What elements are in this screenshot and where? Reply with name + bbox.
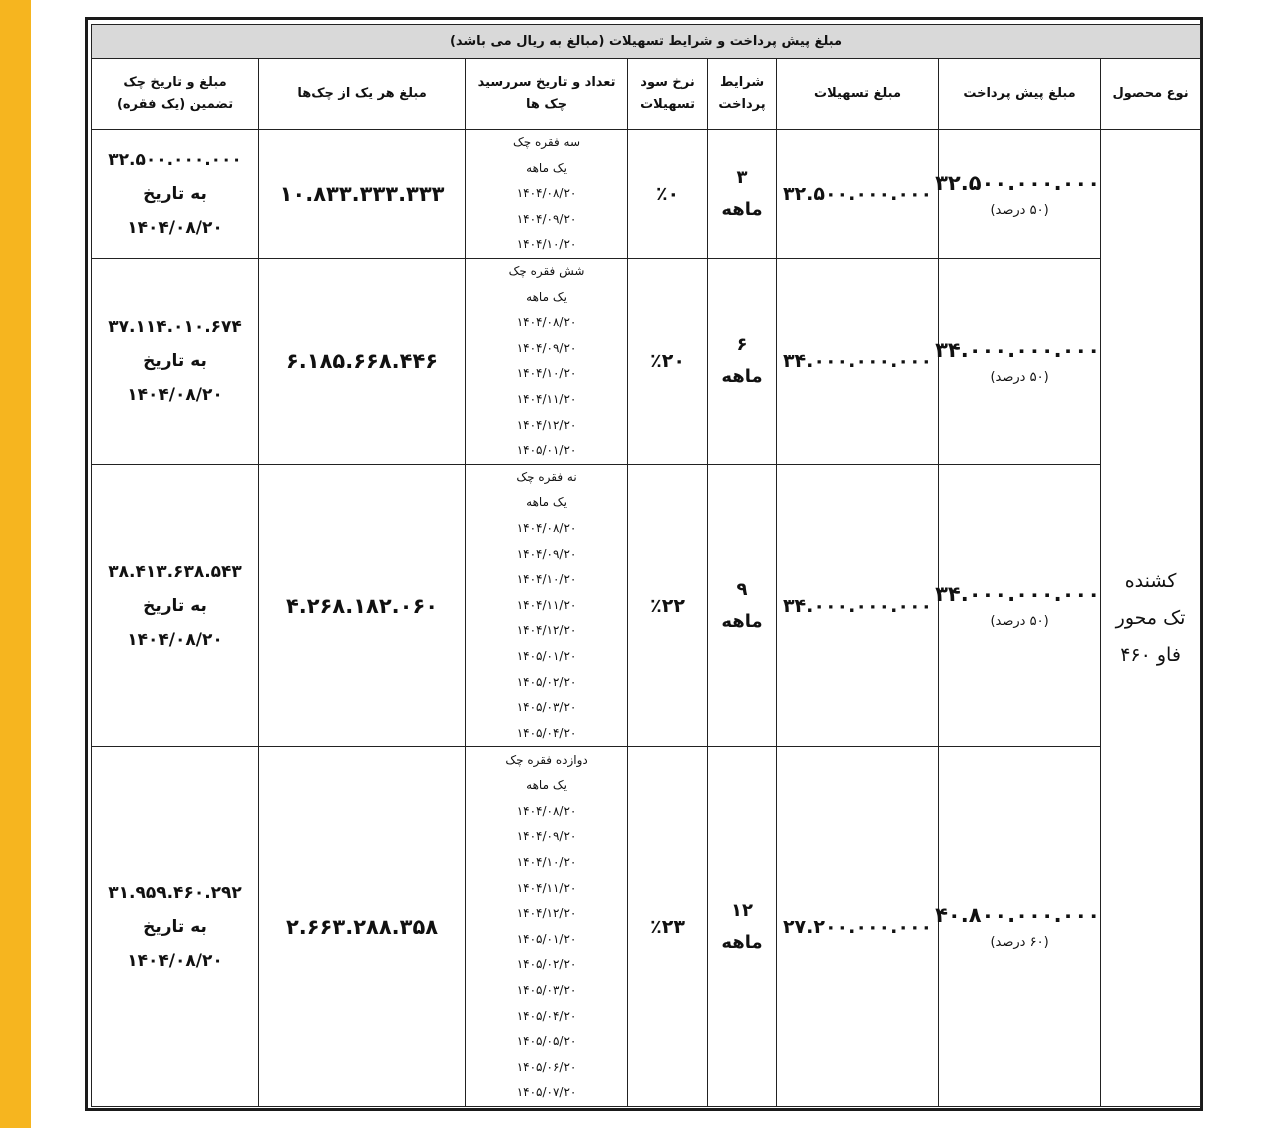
term-number: ۱۲ [731,899,754,921]
header-rate-line: تسهیلات [640,97,696,112]
guarantee-date: ۱۴۰۴/۰۸/۲۰ [127,218,223,238]
product-line: کشنده [1124,569,1177,592]
term-unit: ماهه [721,199,763,220]
check-date: ۱۴۰۵/۰۱/۲۰ [516,648,577,663]
guarantee-date: ۱۴۰۴/۰۸/۲۰ [127,629,223,650]
check-line: شش فقره چک [508,264,585,278]
check-line: نه فقره چک [516,469,577,484]
check-date: ۱۴۰۴/۰۸/۲۰ [516,803,577,818]
each-check-amount: ۱۰.۸۳۳.۳۳۳.۳۳۳ [259,130,466,259]
header-checks-line: تعداد و تاریخ سررسید [477,75,616,90]
guarantee-cell [92,747,259,1107]
check-date: ۱۴۰۴/۰۹/۲۰ [516,546,577,561]
guarantee-cell [92,464,259,747]
check-date: ۱۴۰۵/۰۷/۲۰ [516,1085,577,1100]
header-guarantee [92,59,259,130]
check-line: دوازده فقره چک [505,752,588,767]
check-date: ۱۴۰۵/۰۵/۲۰ [516,1034,577,1049]
check-date: ۱۴۰۴/۱۱/۲۰ [516,391,577,406]
header-facility: مبلغ تسهیلات [777,59,939,130]
prepayment-percent: (۵۰ درصد) [990,369,1049,385]
check-line: یک ماهه [526,289,567,304]
header-terms-line: شرایط [719,75,765,90]
terms-cell [708,259,777,465]
header-terms-line: پرداخت [718,97,766,112]
prepayment-amount: ۳۴.۰۰۰.۰۰۰.۰۰۰ [935,582,1101,607]
table-row [92,130,1201,259]
facility-amount: ۲۷.۲۰۰.۰۰۰.۰۰۰ [777,747,939,1107]
check-line: یک ماهه [526,778,567,793]
prepayment-cell [935,130,1101,259]
check-line: یک ماهه [526,160,567,175]
check-date: ۱۴۰۴/۰۹/۲۰ [516,829,577,844]
each-check-amount: ۶.۱۸۵.۶۶۸.۴۴۶ [259,259,466,465]
header-checks-line: چک ها [525,97,568,112]
guarantee-cell [92,259,259,465]
guarantee-amount: ۳۷.۱۱۴.۰۱۰.۶۷۴ [108,317,242,338]
term-unit: ماهه [721,366,763,388]
prepayment-cell [935,464,1101,747]
rate-cell: ٪۰ [628,130,708,259]
check-date: ۱۴۰۴/۰۸/۲۰ [516,315,577,330]
checks-cell [466,130,628,259]
check-date: ۱۴۰۴/۱۰/۲۰ [516,237,577,252]
each-check-amount: ۴.۲۶۸.۱۸۲.۰۶۰ [259,464,466,747]
check-date: ۱۴۰۴/۱۲/۲۰ [516,623,577,638]
facility-amount: ۳۴.۰۰۰.۰۰۰.۰۰۰ [777,259,939,465]
term-unit: ماهه [721,931,763,953]
check-line: سه فقره چک [513,135,581,150]
prepayment-amount: ۳۴.۰۰۰.۰۰۰.۰۰۰ [935,337,1101,362]
guarantee-amount: ۳۸.۴۱۳.۶۳۸.۵۴۳ [108,561,242,582]
header-guarantee-line: تضمین (یک فقره) [116,97,234,112]
prepayment-percent: (۵۰ درصد) [990,614,1049,630]
header-each-check: مبلغ هر یک از چک‌ها [259,59,466,130]
header-terms [708,59,777,130]
header-guarantee-line: مبلغ و تاریخ چک [123,75,227,90]
prepayment-cell [935,259,1101,465]
prepayment-terms-table [91,24,1201,1107]
checks-cell [466,747,628,1107]
term-number: ۶ [736,334,748,356]
prepayment-amount: ۳۲.۵۰۰.۰۰۰.۰۰۰ [935,170,1101,195]
prepayment-amount: ۴۰.۸۰۰.۰۰۰.۰۰۰ [935,903,1101,928]
accent-bar [0,0,31,1128]
check-date: ۱۴۰۵/۰۱/۲۰ [516,443,577,458]
check-date: ۱۴۰۵/۰۱/۲۰ [516,931,577,946]
check-date: ۱۴۰۵/۰۳/۲۰ [516,982,577,997]
table-row [92,259,1201,465]
check-date: ۱۴۰۵/۰۲/۲۰ [516,957,577,972]
header-product: نوع محصول [1101,59,1201,130]
term-number: ۳ [736,167,748,188]
check-line: یک ماهه [526,495,567,510]
guarantee-cell [92,130,259,259]
header-rate [628,59,708,130]
product-cell [1101,130,1201,1107]
header-prepayment: مبلغ پیش پرداخت [939,59,1101,130]
check-date: ۱۴۰۵/۰۶/۲۰ [516,1059,577,1074]
check-date: ۱۴۰۴/۱۰/۲۰ [516,366,577,381]
check-date: ۱۴۰۴/۱۰/۲۰ [516,855,577,869]
table-row [92,747,1201,1107]
check-date: ۱۴۰۴/۰۸/۲۰ [516,520,577,535]
prepayment-cell [935,747,1101,1107]
guarantee-date: ۱۴۰۴/۰۸/۲۰ [127,950,223,971]
rate-cell: ٪۲۳ [628,747,708,1107]
prepayment-percent: (۶۰ درصد) [990,935,1049,951]
prepayment-percent: (۵۰ درصد) [990,202,1049,218]
rate-cell: ٪۲۲ [628,464,708,747]
check-date: ۱۴۰۵/۰۲/۲۰ [516,674,577,689]
check-date: ۱۴۰۴/۱۰/۲۰ [516,572,577,587]
check-date: ۱۴۰۵/۰۳/۲۰ [516,700,577,715]
check-date: ۱۴۰۴/۱۱/۲۰ [516,880,577,895]
term-number: ۹ [736,578,748,600]
check-date: ۱۴۰۵/۰۴/۲۰ [516,725,577,740]
facility-amount: ۳۴.۰۰۰.۰۰۰.۰۰۰ [777,464,939,747]
table-title: مبلغ پیش پرداخت و شرایط تسهیلات (مبالغ به ریال می باشد) [92,25,1201,59]
check-date: ۱۴۰۴/۰۹/۲۰ [516,340,577,355]
check-date: ۱۴۰۴/۰۹/۲۰ [516,211,577,226]
guarantee-label: به تاریخ [143,916,207,937]
checks-cell [466,464,628,747]
check-date: ۱۴۰۵/۰۴/۲۰ [516,1008,577,1023]
terms-cell [708,464,777,747]
guarantee-label: به تاریخ [143,184,207,204]
check-date: ۱۴۰۴/۰۸/۲۰ [516,186,577,201]
terms-cell [708,747,777,1107]
rate-cell: ٪۲۰ [628,259,708,465]
guarantee-date: ۱۴۰۴/۰۸/۲۰ [127,385,223,406]
product-line: تک محور [1115,606,1186,629]
each-check-amount: ۲.۶۶۳.۲۸۸.۳۵۸ [259,747,466,1107]
guarantee-amount: ۳۱.۹۵۹.۴۶۰.۲۹۲ [108,882,242,903]
check-date: ۱۴۰۴/۱۱/۲۰ [516,597,577,612]
term-unit: ماهه [721,610,763,632]
facility-amount: ۳۲.۵۰۰.۰۰۰.۰۰۰ [777,130,939,259]
product-line: فاو ۴۶۰ [1120,643,1181,666]
header-rate-line: نرخ سود [640,75,695,90]
guarantee-label: به تاریخ [143,595,207,616]
terms-cell [708,130,777,259]
header-checks [466,59,628,130]
check-date: ۱۴۰۴/۱۲/۲۰ [516,906,577,921]
guarantee-amount: ۳۲.۵۰۰.۰۰۰.۰۰۰ [108,150,242,170]
table-row [92,464,1201,747]
checks-cell [466,259,628,465]
check-date: ۱۴۰۴/۱۲/۲۰ [516,417,577,432]
guarantee-label: به تاریخ [143,351,207,372]
